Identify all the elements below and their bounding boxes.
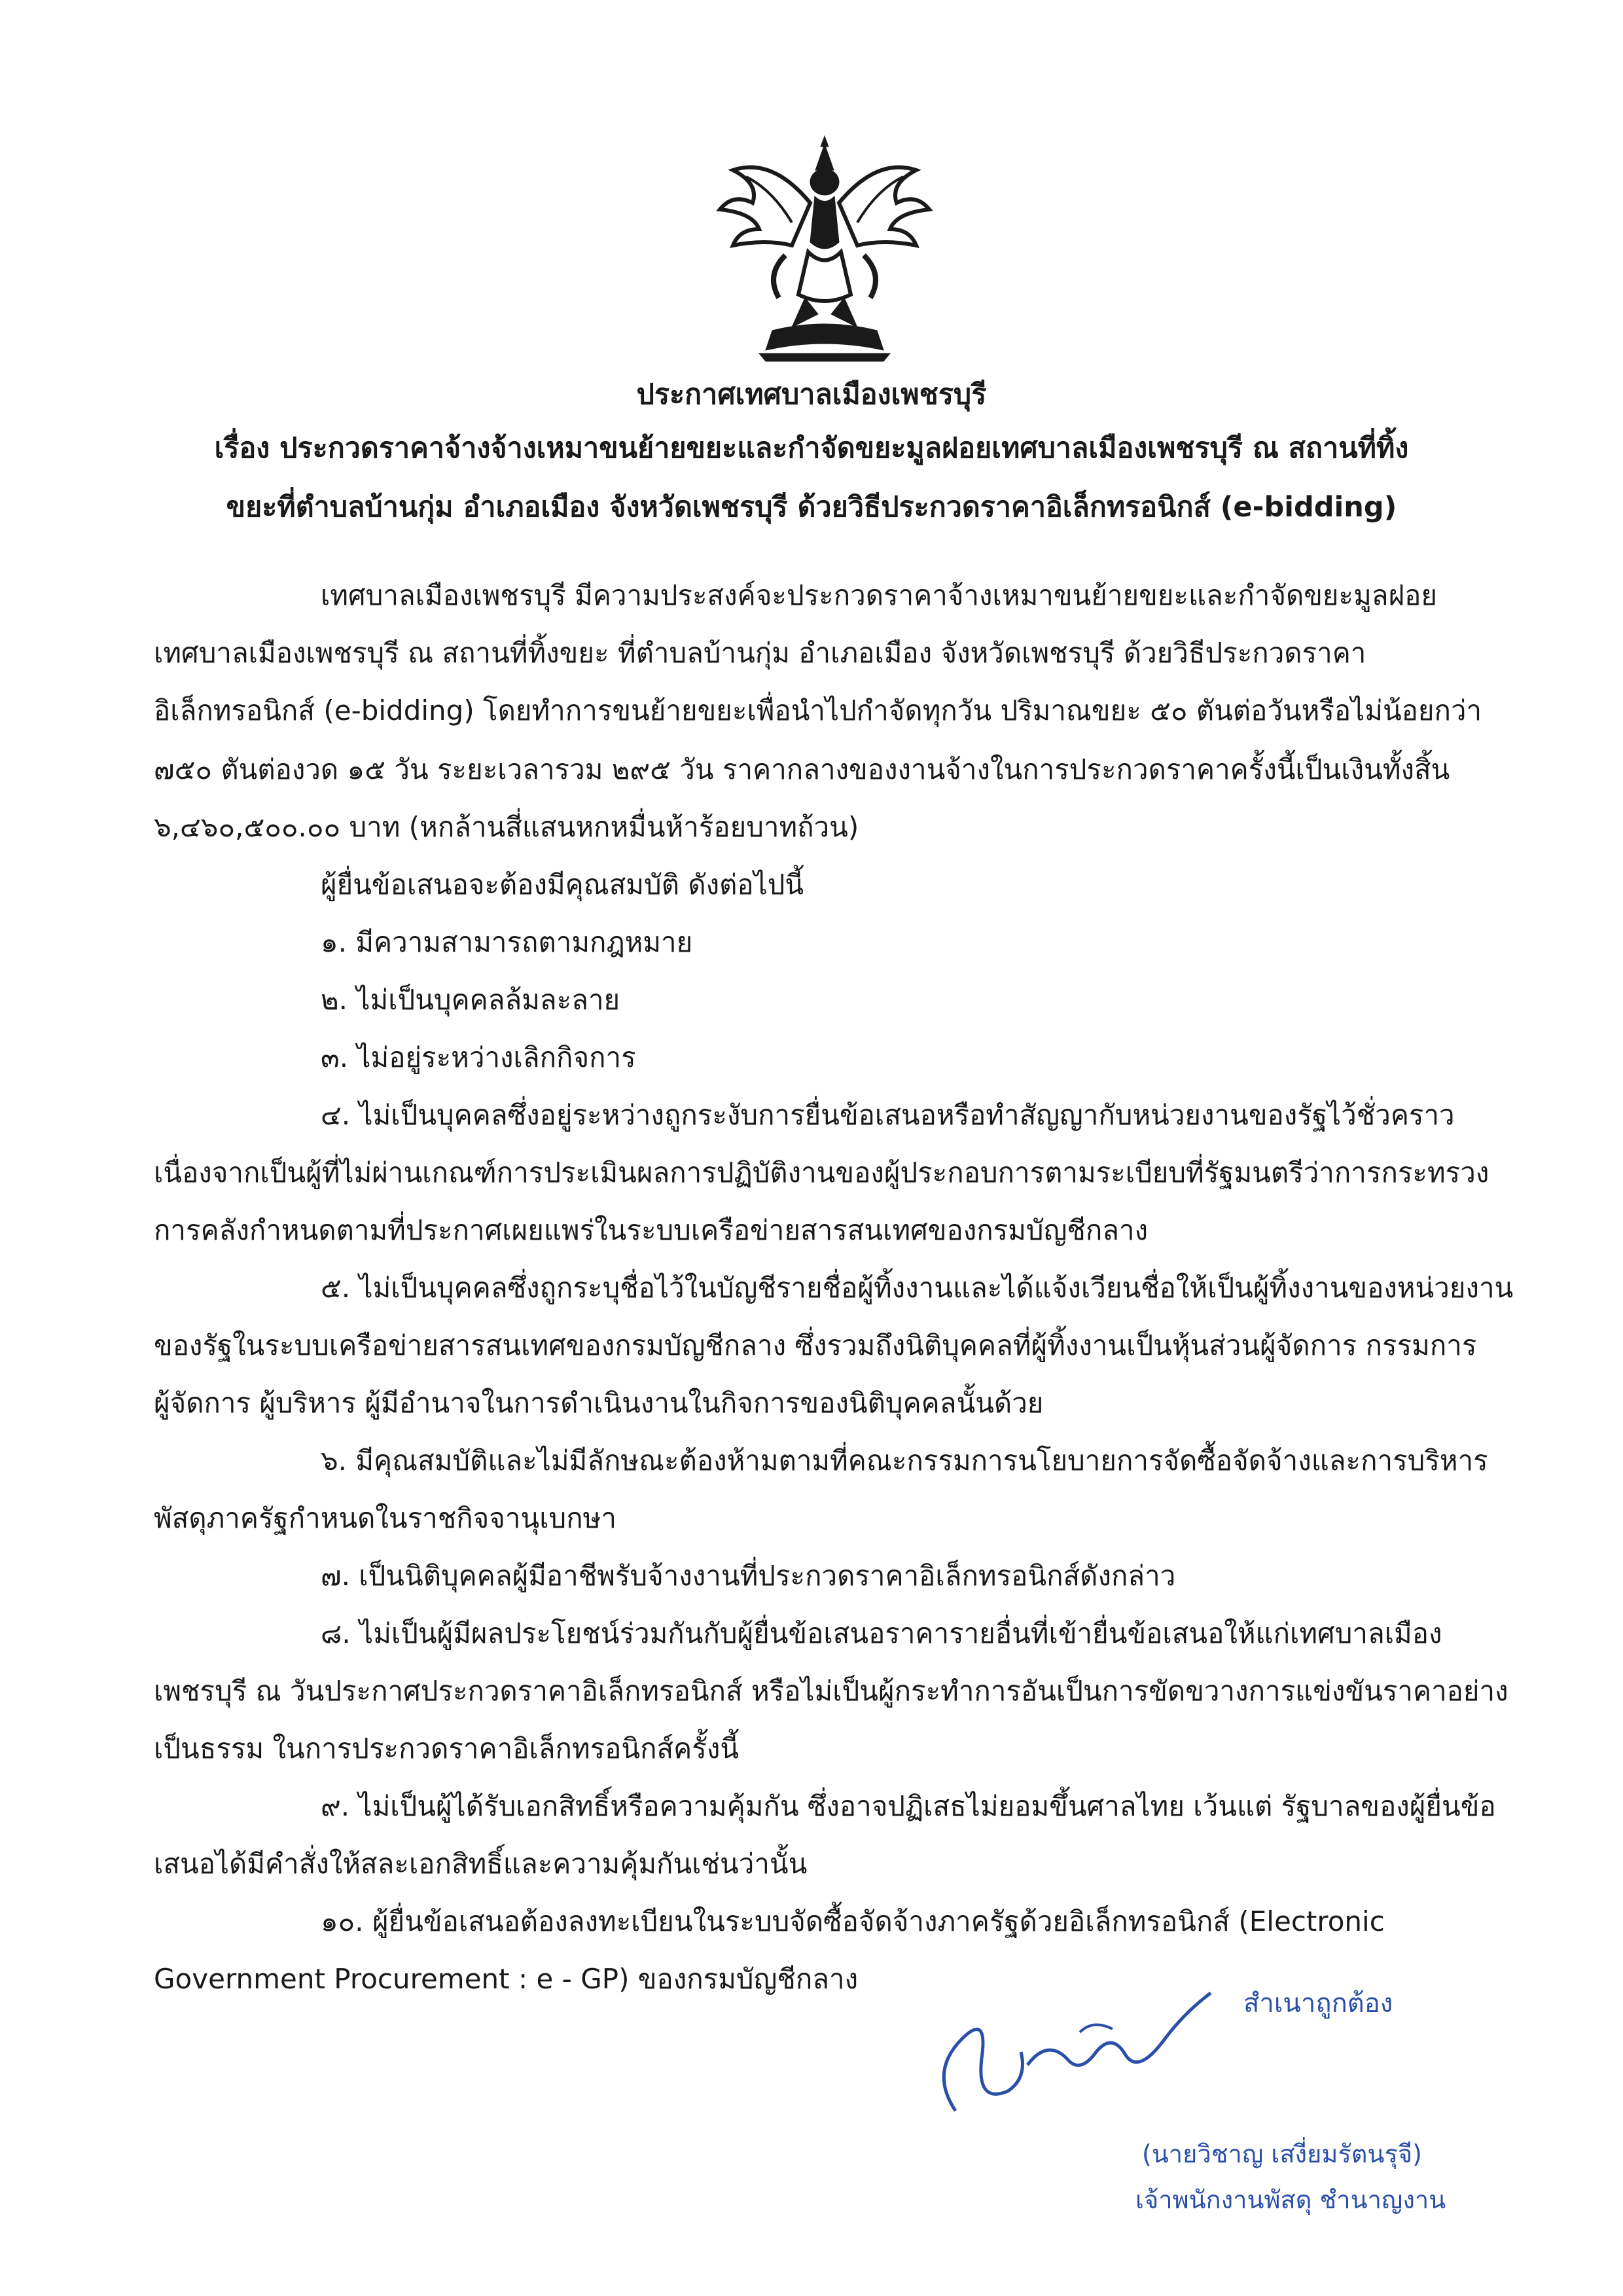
signatory-name: (นายวิชาญ เสงี่ยมรัตนรุจี) bbox=[1142, 2140, 1422, 2168]
signatory-position: เจ้าพนักงานพัสดุ ชำนาญงาน bbox=[1135, 2185, 1446, 2214]
para1-line: เทศบาลเมืองเพชรบุรี มีความประสงค์จะประกวดราคาจ้างเหมาขนย้ายขยะและกำจัดขยะมูลฝอย bbox=[321, 579, 1437, 611]
qualification-item-cont: เสนอได้มีคำสั่งให้สละเอกสิทธิ์และความคุ้มกันเช่นว่านั้น bbox=[154, 1848, 808, 1880]
qualification-item: ๖. มีคุณสมบัติและไม่มีลักษณะต้องห้ามตามที่คณะกรรมการนโยบายการจัดซื้อจัดจ้างและการบริหาร bbox=[321, 1444, 1488, 1477]
qualification-item-cont: การคลังกำหนดตามที่ประกาศเผยแพร่ในระบบเครือข่ายสารสนเทศของกรมบัญชีกลาง bbox=[154, 1214, 1149, 1246]
garuda-emblem-icon bbox=[694, 131, 955, 367]
qualification-item-cont: ของรัฐในระบบเครือข่ายสารสนเทศของกรมบัญชีกลาง ซึ่งรวมถึงนิติบุคคลที่ผู้ทิ้งงานเป็นหุ้นส่วนผู้จัดการ กรรมการ bbox=[154, 1329, 1477, 1361]
subject-line-2: ขยะที่ตำบลบ้านกุ่ม อำเภอเมือง จังหวัดเพชรบุรี ด้วยวิธีประกวดราคาอิเล็กทรอนิกส์ (e-bidding) bbox=[226, 491, 1397, 524]
para1-line: ๖,๔๖๐,๕๐๐.๐๐ บาท (หกล้านสี่แสนหกหมื่นห้าร้อยบาทถ้วน) bbox=[154, 811, 859, 843]
qualification-item: ๑. มีความสามารถตามกฎหมาย bbox=[321, 926, 693, 958]
qualification-item: ๘. ไม่เป็นผู้มีผลประโยชน์ร่วมกันกับผู้ยื่นข้อเสนอราคารายอื่นที่เข้ายื่นข้อเสนอให้แก่เทศบาลเมือง bbox=[321, 1617, 1442, 1649]
qualification-item: ๔. ไม่เป็นบุคคลซึ่งอยู่ระหว่างถูกระงับการยื่นข้อเสนอหรือทำสัญญากับหน่วยงานของรัฐไว้ชั่วคราว bbox=[321, 1099, 1455, 1131]
qualification-item: ๙. ไม่เป็นผู้ได้รับเอกสิทธิ์หรือความคุ้มกัน ซึ่งอาจปฏิเสธไม่ยอมขึ้นศาลไทย เว้นแต่ รัฐบาลของผู้ยื่นข้อ bbox=[321, 1790, 1496, 1822]
qualification-item: ๓. ไม่อยู่ระหว่างเลิกกิจการ bbox=[321, 1041, 636, 1073]
para1-line: ๗๕๐ ตันต่องวด ๑๕ วัน ระยะเวลารวม ๒๙๕ วัน ราคากลางของงานจ้างในการประกวดราคาครั้งนี้เป็นเงินทั้งสิ้น bbox=[154, 753, 1450, 785]
qualification-item-cont: เป็นธรรม ในการประกวดราคาอิเล็กทรอนิกส์ครั้งนี้ bbox=[154, 1732, 740, 1765]
signature bbox=[916, 1960, 1217, 2130]
para1-line: เทศบาลเมืองเพชรบุรี ณ สถานที่ทิ้งขยะ ที่ตำบลบ้านกุ่ม อำเภอเมือง จังหวัดเพชรบุรี ด้วยวิธีประกวดราคา bbox=[154, 637, 1366, 669]
subject-line-1: เรื่อง ประกวดราคาจ้างจ้างเหมาขนย้ายขยะและกำจัดขยะมูลฝอยเทศบาลเมืองเพชรบุรี ณ สถานที่ทิ้ง bbox=[214, 432, 1409, 465]
qualification-item: ๕. ไม่เป็นบุคคลซึ่งถูกระบุชื่อไว้ในบัญชีรายชื่อผู้ทิ้งงานและได้แจ้งเวียนชื่อให้เป็นผู้ทิ้งงานของหน่วยงาน bbox=[321, 1272, 1514, 1304]
qualification-item-cont: ผู้จัดการ ผู้บริหาร ผู้มีอำนาจในการดำเนินงานในกิจการของนิติบุคคลนั้นด้วย bbox=[154, 1387, 1044, 1419]
qualification-item-cont: เพชรบุรี ณ วันประกาศประกวดราคาอิเล็กทรอนิกส์ หรือไม่เป็นผู้กระทำการอันเป็นการขัดขวางการแข่งขันราคาอย่าง bbox=[154, 1675, 1508, 1707]
qualification-item: ๗. เป็นนิติบุคคลผู้มีอาชีพรับจ้างงานที่ประกวดราคาอิเล็กทรอนิกส์ดังกล่าว bbox=[321, 1560, 1176, 1592]
para1-line: อิเล็กทรอนิกส์ (e-bidding) โดยทำการขนย้ายขยะเพื่อนำไปกำจัดทุกวัน ปริมาณขยะ ๕๐ ตันต่อวันหรือไม่น้อยกว่า bbox=[154, 694, 1482, 726]
qualification-item: ๑๐. ผู้ยื่นข้อเสนอต้องลงทะเบียนในระบบจัดซื้อจัดจ้างภาครัฐด้วยอิเล็กทรอนิกส์ (Electronic bbox=[321, 1905, 1385, 1937]
qualification-item-cont: เนื่องจากเป็นผู้ที่ไม่ผ่านเกณฑ์การประเมินผลการปฏิบัติงานของผู้ประกอบการตามระเบียบที่รัฐมนตรีว่าการกระทรวง bbox=[154, 1157, 1489, 1189]
qualification-intro: ผู้ยื่นข้อเสนอจะต้องมีคุณสมบัติ ดังต่อไปนี้ bbox=[321, 869, 804, 901]
qualification-item-cont: พัสดุภาครัฐกำหนดในราชกิจจานุเบกษา bbox=[154, 1502, 616, 1534]
announcement-title: ประกาศเทศบาลเมืองเพชรบุรี bbox=[636, 378, 987, 411]
qualification-item: ๒. ไม่เป็นบุคคลล้มละลาย bbox=[321, 984, 620, 1016]
certified-copy-stamp: สำเนาถูกต้อง bbox=[1243, 1988, 1393, 2018]
qualification-item-cont: Government Procurement : e - GP) ของกรมบัญชีกลาง bbox=[154, 1963, 859, 1995]
